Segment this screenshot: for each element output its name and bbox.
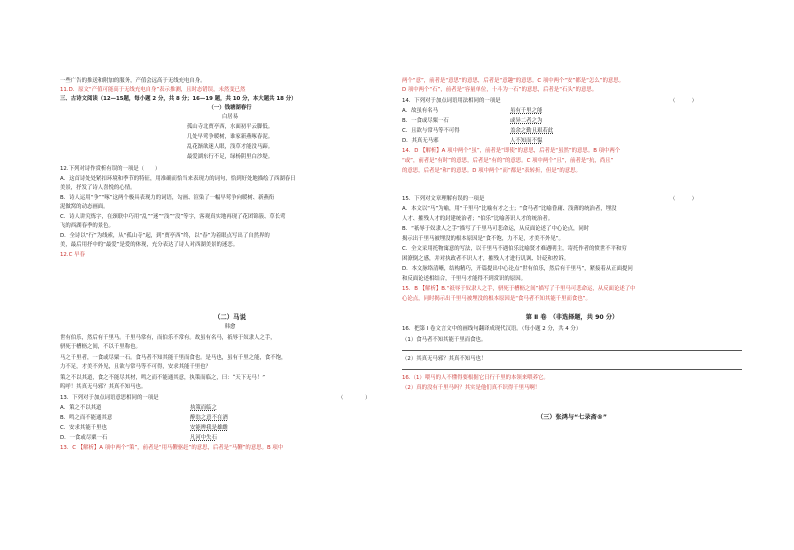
answer-11: 11.D．原文“产值可能高于无线充电自身”表示推测，且时态错误，未然变已然 xyxy=(60,87,246,93)
answer-16-1: 16.（1）喂马的人不懂得要根据它日行千里的本领来喂养它。 xyxy=(402,375,549,381)
answer-13-cont: 两个“意”，前者是“意思”的意思，后者是“意趣”的意思。C 项中两个“安”都是“怎么”的意思。 xyxy=(402,78,625,84)
option-13a: A．策之不以其道 xyxy=(60,405,102,411)
answer-line[interactable] xyxy=(402,369,742,370)
option-14d: D．其真无马邪 xyxy=(402,138,439,144)
option-line: 和反面论述相结合，千里马才能得不到赏识的原因。 xyxy=(402,276,526,282)
option-14a-pair: 虽有千里之能 xyxy=(510,108,543,114)
option-13d-pair: 凡河中失石 xyxy=(190,435,217,441)
section-2-title: 第 Ⅱ 卷 （非选择题，共 90 分） xyxy=(525,314,619,321)
answer-paren: （ ） xyxy=(670,98,697,104)
poem-heading: （一）钱塘湖春行 xyxy=(208,105,252,111)
poem-line: 最爱湖东行不足，绿杨阴里白沙堤。 xyxy=(186,154,274,160)
article-line: 世有伯乐，然后有千里马。千里马常有，而伯乐不常有。故虽有名马，祇辱于奴隶人之手， xyxy=(60,335,276,341)
answer-12: 12.C 早春 xyxy=(60,252,85,258)
option-line: 美，最后用抒中的“最爱”是爱的体现，充分表达了诗人对西湖美景的迷恋。 xyxy=(60,242,239,248)
question-15: 15．下列对文章理解有误的一项是 xyxy=(402,196,485,202)
question-16-2: （2）其真无马邪？其真不知马也！ xyxy=(402,356,487,362)
article-line: 马之千里者，一食或尽粟一石。食马者不知其能千里而食也。是马也，虽有千里之能，食不饱， xyxy=(60,355,287,361)
option-line: D．本文脉络清晰，结构精巧，开篇提出中心论点“世有伯乐，然后有千里马”，紧接着从正面提问 xyxy=(402,266,633,272)
question-12: 12.下列对诗作赏析有误的一项是（ ） xyxy=(60,166,161,172)
option-line: A．本文以“马”为喻，用“千里马”比喻有才之士；“食马者”比喻昏庸、浅薄的统治者，埋没 xyxy=(402,206,617,212)
answer-15: 15．B 【解析】B.“祇辱于奴隶人之手，骈死于槽枥之间”描写了千里马可悲命运，从反面论述了中 xyxy=(402,286,636,292)
option-line: C．诗人讲究炼字，在颈联中巧用“乱”“迷”“浅”“没”等字，客观真实地再现了花团锦簇、草长莺 xyxy=(60,214,286,220)
option-14b-pair: 或异二者之为 xyxy=(510,118,543,124)
answer-paren: （ ） xyxy=(338,395,371,401)
section-heading: 三、古诗文阅读（12—15题，每小题 2 分，共 8 分；16—19 题，共 10 分，本大题共 18 分） xyxy=(60,96,297,102)
article-author: 韩愈 xyxy=(224,324,236,330)
article-heading: （二）马说 xyxy=(214,313,246,321)
option-14d-pair: 人不知而不愠 xyxy=(510,138,543,144)
option-14b: B．一食或尽粟一石 xyxy=(402,118,449,124)
answer-13-cont: D 项中两个“石”，前者是“容量单位，十斗为一石”的意思，后者是“石头”的意思。 xyxy=(402,87,598,93)
article-line: 呜呼！其真无马邪？其真不知马也。 xyxy=(60,384,147,390)
option-13b: B．鸣之而不能通其意 xyxy=(60,415,113,421)
poem-author: 白居易 xyxy=(221,114,239,120)
poem-line: 几处早莺争暖树，谁家新燕啄春泥。 xyxy=(186,134,274,140)
option-line: A．这首诗处处紧扣环境和季节的特征，用准确而恰当来表现力的词句，恰到好处地描绘了西湖春日 xyxy=(60,176,296,182)
option-13b-pair: 醉翁之意不在酒 xyxy=(190,415,228,421)
option-13d: D．一食或尽粟一石 xyxy=(60,435,108,441)
option-line: 困潦倒之感，并对执政者不识人才，摧残人才进行讥讽、针砭和控诉。 xyxy=(402,256,570,262)
answer-14: “或”，前者是“有时”的意思，后者是“有的”的意思。C 项中两个“且”，前者是“抗，尚且” xyxy=(402,158,614,164)
option-14a: A．故虽有名马 xyxy=(402,108,439,114)
answer-14: 14．D 【解析】A 项中两个“虽”，前者是“即使”的意思，后者是“虽然”的意思。B 项中两个 xyxy=(402,148,621,154)
option-13c-pair: 安能辨我是雄雌 xyxy=(190,425,228,431)
option-line: 泥做窝的动态画面。 xyxy=(60,204,109,210)
option-line: 揭示出千里马被埋没的根本原因是“食不饱，力不足，才美不外见”。 xyxy=(402,236,564,242)
option-line: D．全诗以“行”为线索，从“孤山寺”起，到“贾亭西”终，以“春”为着眼点写出了自然界的 xyxy=(60,233,270,239)
option-14c: C．且欲与常马等不可得 xyxy=(402,128,460,134)
question-16: 16．把第 Ⅰ 卷文言文中的画线句翻译成现代汉语。（每小题 2 分，共 4 分） xyxy=(402,326,582,332)
poem-line: 乱花渐欲迷人眼，浅草才能没马蹄。 xyxy=(186,144,274,150)
answer-paren: （ ） xyxy=(670,196,697,202)
answer-line[interactable] xyxy=(402,350,742,351)
option-13a-pair: 执策而临之 xyxy=(190,405,217,411)
text-line: 一些广告的推送和附加的服务，产值会远高于无线充电自身。 xyxy=(60,78,206,84)
option-line: 人才、摧残人才的封建统治者；“伯乐”比喻善识人才的统治者。 xyxy=(402,216,554,222)
answer-15: 心论点，同时揭示出千里马被埋没的根本原因是“食马者不知其能千里而食也”。 xyxy=(402,296,591,302)
option-line: B．“祇辱于奴隶人之手”描写了千里马可悲命运，从反面论述了中心论点，同时 xyxy=(402,226,590,232)
question-13: 13．下列对于加点词语意思相同的一项是 xyxy=(60,395,159,401)
article-line: 骈死于槽枥之间，不以千里称也。 xyxy=(60,344,141,350)
option-line: B．诗人运用“争”“啄”这两个极具表现力的词语，勾画、渲染了一幅早莺争向暖树、新燕衔 xyxy=(60,195,275,201)
question-14: 14．下列对于加点词语用法相同的一项是 xyxy=(402,98,501,104)
answer-16-2: （2）真的没有千里马吗？其实是他们真不识得千里马啊！ xyxy=(402,385,541,391)
article-line: 策之不以其道，食之不能尽其材，鸣之而不能通其意，执策而临之，曰：“天下无马！” xyxy=(60,375,265,381)
option-line: 飞的西湖春季的景色。 xyxy=(60,223,114,229)
answer-14: 的意思，后者是“和”的意思。D 项中两个“而”都是“表转折，但是”的意思。 xyxy=(402,168,581,174)
article-line: 力不足，才美不外见，且欲与常马等不可得，安求其能千里也？ xyxy=(60,364,211,370)
answer-13: 13．C 【解析】A 项中两个“策”，前者是“用马鞭驱赶”的意思，后者是“马鞭”的意思。B 项中 xyxy=(60,445,284,451)
section-3-title: （三）张鸿与“七录斋®” xyxy=(536,414,607,421)
option-14c-pair: 盖余之勤且艰若此 xyxy=(510,128,554,134)
option-line: 美景，抒发了诗人喜悦的心情。 xyxy=(60,185,136,191)
question-16-1: （1）食马者不知其能千里而食也。 xyxy=(402,337,487,343)
option-13c: C．安求其能千里也 xyxy=(60,425,107,431)
poem-line: 孤山寺北贾亭西，水面初平云脚低。 xyxy=(186,124,274,130)
option-line: C．全文采用托物寓意的写法，以千里马不遇伯乐比喻贤才难遇明主，寄托作者的愤世不平和穷 xyxy=(402,246,627,252)
